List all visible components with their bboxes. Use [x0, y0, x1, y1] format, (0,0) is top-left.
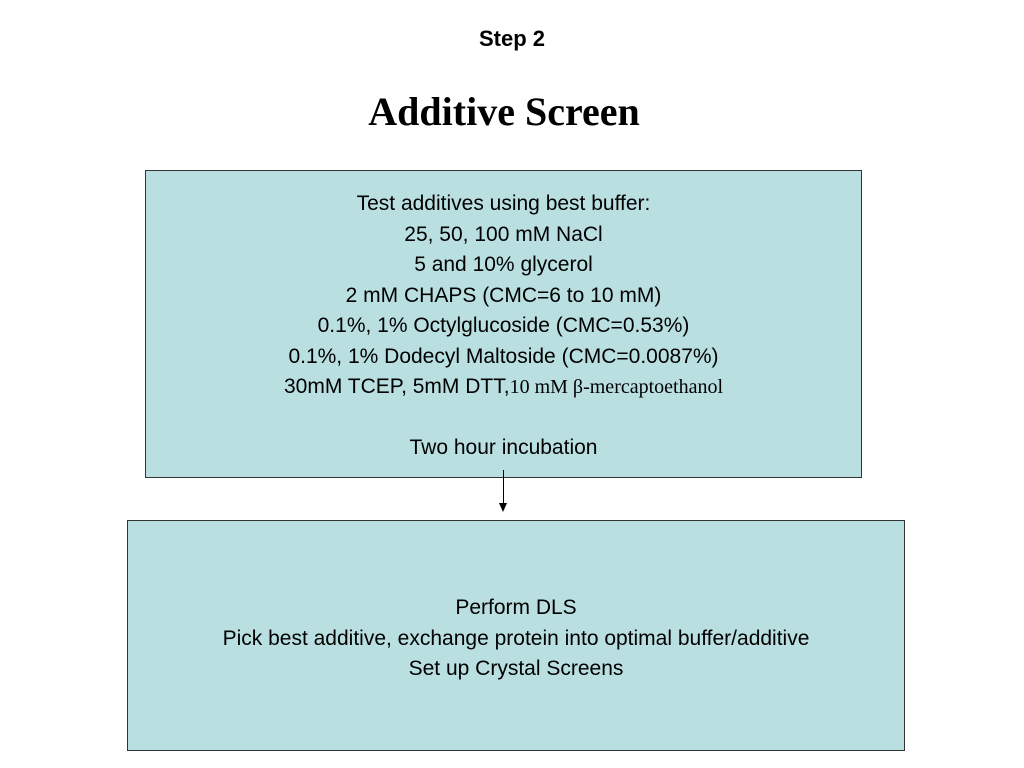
- box-line: Set up Crystal Screens: [408, 657, 624, 680]
- box-line: Pick best additive, exchange protein into optimal buffer/additive: [222, 626, 810, 650]
- box-line: 25, 50, 100 mM NaCl: [404, 222, 603, 246]
- down-arrow-shaft: [503, 470, 504, 506]
- box-line: 0.1%, 1% Octylglucoside (CMC=0.53%): [317, 314, 690, 337]
- reducing-agents-prefix: 30mM TCEP, 5mM DTT,: [283, 375, 510, 398]
- spacer: [146, 403, 861, 433]
- reducing-agents-suffix: 10 mM β-mercaptoethanol: [509, 376, 724, 398]
- reducing-agents-line: [146, 372, 861, 403]
- step-label: Step 2: [478, 26, 546, 51]
- box-line: Test additives using best buffer:: [356, 192, 651, 215]
- box-line: 0.1%, 1% Dodecyl Maltoside (CMC=0.0087%): [288, 344, 719, 368]
- down-arrow-icon: [499, 503, 507, 512]
- box-line: Perform DLS: [455, 596, 577, 619]
- slide-title: Additive Screen: [368, 89, 640, 134]
- box-line: 5 and 10% glycerol: [414, 253, 593, 276]
- incubation-line: Two hour incubation: [409, 435, 598, 459]
- dls-step-box: [127, 520, 905, 751]
- box-line: 2 mM CHAPS (CMC=6 to 10 mM): [345, 283, 662, 307]
- additive-test-box: [145, 170, 862, 478]
